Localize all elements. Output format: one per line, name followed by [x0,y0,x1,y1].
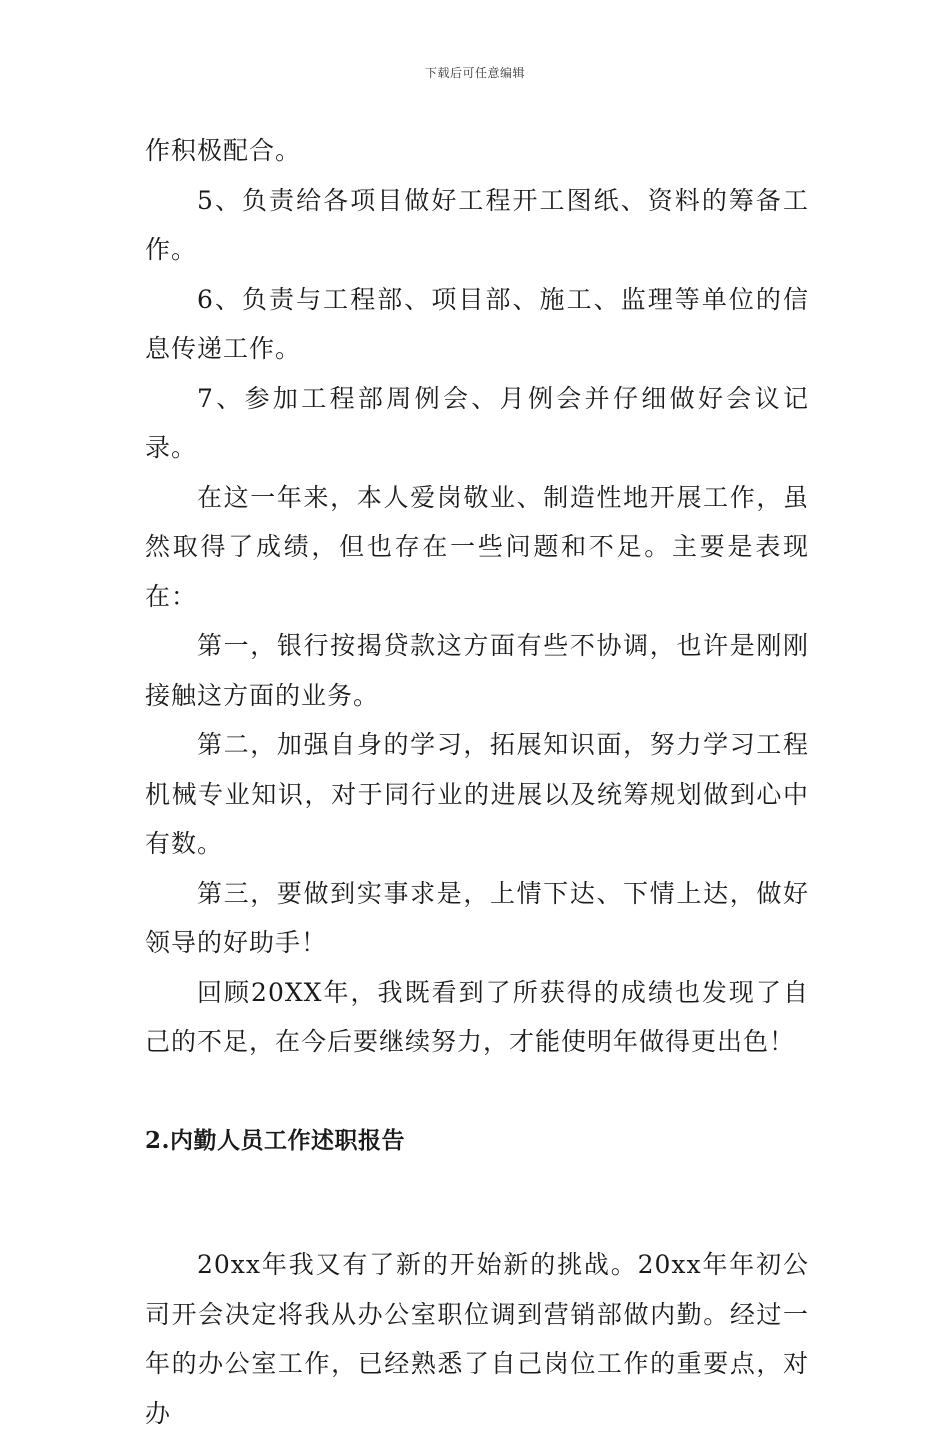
paragraph-continuation: 作积极配合。 [145,136,302,165]
paragraph-item-7: 7、参加工程部周例会、月例会并仔细做好会议记录。 [145,383,809,462]
page-header: 下载后可任意编辑 [424,66,525,80]
paragraph-first-issue: 第一，银行按揭贷款这方面有些不协调，也许是刚刚接触这方面的业务。 [145,631,809,710]
paragraph-report-intro: 20xx年我又有了新的开始新的挑战。20xx年年初公司开会决定将我从办公室职位调到营销部做内勤。经过一年的办公室工作，已经熟悉了自己岗位工作的重要点，对办 [145,1250,809,1428]
paragraph-review: 回顾20XX年，我既看到了所获得的成绩也发现了自己的不足，在今后要继续努力，才能使明年做得更出色！ [145,977,809,1056]
paragraph-item-5: 5、负责给各项目做好工程开工图纸、资料的筹备工作。 [145,185,809,264]
paragraph-item-6: 6、负责与工程部、项目部、施工、监理等单位的信息传递工作。 [145,284,809,363]
section-title: 2.内勤人员工作述职报告 [145,1126,406,1154]
paragraph-third-issue: 第三，要做到实事求是，上情下达、下情上达，做好领导的好助手！ [145,878,809,957]
document-body [145,126,809,1438]
paragraph-second-issue: 第二，加强自身的学习，拓展知识面，努力学习工程机械专业知识，对于同行业的进展以及统筹规划做到心中有数。 [145,730,809,858]
paragraph-summary: 在这一年来，本人爱岗敬业、制造性地开展工作，虽然取得了成绩，但也存在一些问题和不足。主要是表现在： [145,482,809,611]
section-spacer [145,1165,809,1240]
